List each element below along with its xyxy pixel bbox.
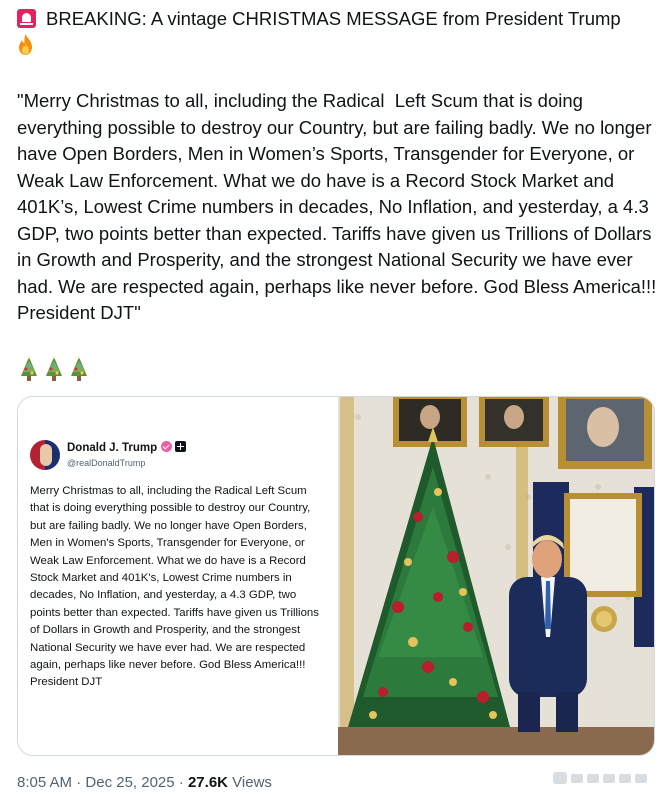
- meta-separator: ·: [72, 774, 86, 791]
- plus-badge-icon: [175, 441, 186, 452]
- oval-office-christmas-tree-photo[interactable]: [338, 397, 654, 755]
- headline-text: BREAKING: A vintage CHRISTMAS MESSAGE from President Trump: [46, 8, 621, 29]
- tweet-headline: [17, 6, 657, 62]
- verified-icon: [161, 441, 172, 452]
- views-count: 27.6K: [187, 774, 228, 791]
- tweet-date[interactable]: Dec 25, 2025: [85, 774, 175, 791]
- watermark: [553, 769, 655, 787]
- christmas-tree-icon: [43, 356, 65, 382]
- views-label: Views: [228, 774, 272, 791]
- author-name-row[interactable]: [67, 441, 186, 454]
- meta-separator-2: ·: [174, 774, 188, 791]
- tweet-meta: [17, 774, 272, 791]
- tree-emoji-row: [18, 356, 90, 382]
- christmas-tree-icon: [68, 356, 90, 382]
- tweet-time[interactable]: 8:05 AM: [17, 774, 73, 791]
- author-handle[interactable]: @realDonaldTrump: [67, 458, 146, 468]
- fire-icon: [17, 34, 34, 55]
- tweet-body: "Merry Christmas to all, including the Radical Left Scum that is doing everything possible to destroy our Country, but are failing badly. We no longer have Open Borders, Men in Women’s Sports, Transgender for Everyone, or Weak Law Enforcement. What we do have is a Record Stock Market and 401K’s, Lowest Crime numbers in decades, No Inflation, and yesterday, a 4.3 GDP, two points better than expected. Tariffs have given us Trillions of Dollars in Growth and Prosperity, and the strongest National Security we have ever had. We are respected again, perhaps like never before. God Bless America!!! President DJT": [17, 90, 662, 323]
- rotating-light-icon: [17, 9, 36, 28]
- card-post-text: Merry Christmas to all, including the Radical Left Scum that is doing everything possible to destroy our Country, but are failing badly. We no longer have Open Borders, Men in Women's Sports, Transgender for Everyone, or Weak Law Enforcement. What we do have is a Record Stock Market and 401K's, Lowest Crime numbers in decades, No Inflation, and yesterday, a 4.3 GDP, two points better than expected. Tariffs have given us Trillions of Dollars in Growth and Prosperity, and the strongest National Security we have ever had. We are respected again, perhaps like never before. God Bless America!!! President DJT: [30, 485, 319, 689]
- embedded-media-card[interactable]: [17, 396, 655, 756]
- author-name[interactable]: Donald J. Trump: [67, 442, 158, 454]
- truth-screenshot-panel[interactable]: [18, 397, 336, 755]
- avatar[interactable]: [30, 440, 60, 470]
- christmas-tree-icon: [18, 356, 40, 382]
